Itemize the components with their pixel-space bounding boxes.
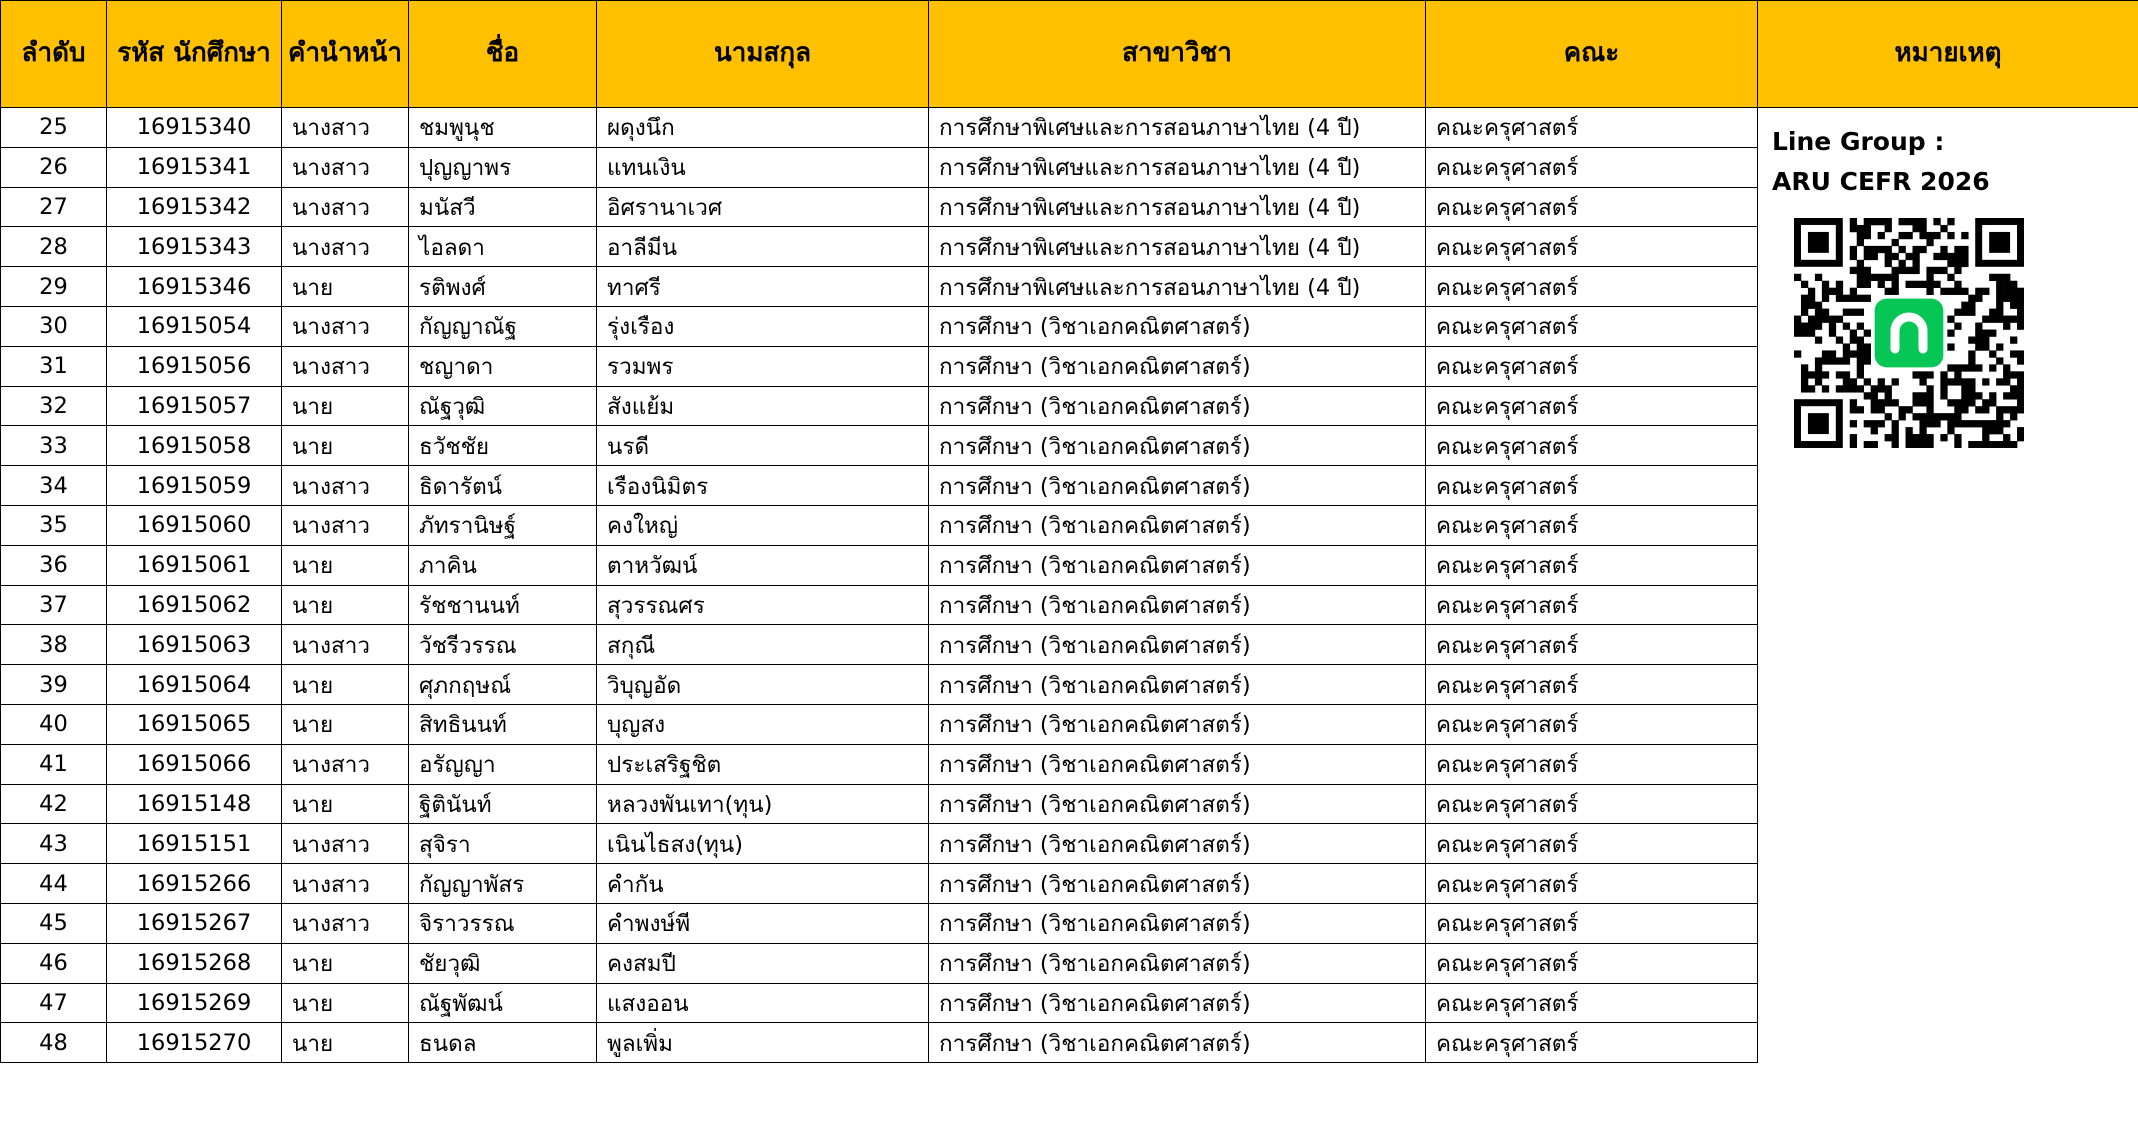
- cell-faculty[interactable]: คณะครุศาสตร์: [1426, 267, 1758, 307]
- header-major[interactable]: สาขาวิชา: [929, 1, 1426, 108]
- cell-major[interactable]: การศึกษา (วิชาเอกคณิตศาสตร์): [929, 864, 1426, 904]
- remark-cell: [1758, 108, 2138, 1063]
- cell-last-name[interactable]: บุญสง: [597, 704, 929, 744]
- header-no[interactable]: ลำดับ: [1, 1, 107, 108]
- cell-faculty[interactable]: คณะครุศาสตร์: [1426, 386, 1758, 426]
- cell-faculty[interactable]: คณะครุศาสตร์: [1426, 505, 1758, 545]
- remark-line-group-label: Line Group :: [1772, 127, 1945, 156]
- cell-last-name[interactable]: สังแย้ม: [597, 386, 929, 426]
- cell-student-id[interactable]: 16915346: [107, 267, 282, 307]
- cell-major[interactable]: การศึกษาพิเศษและการสอนภาษาไทย (4 ปี): [929, 227, 1426, 267]
- cell-student-id[interactable]: 16915268: [107, 943, 282, 983]
- cell-faculty[interactable]: คณะครุศาสตร์: [1426, 108, 1758, 148]
- cell-first-name[interactable]: ชัยวุฒิ: [409, 943, 597, 983]
- cell-major[interactable]: การศึกษา (วิชาเอกคณิตศาสตร์): [929, 585, 1426, 625]
- cell-last-name[interactable]: ทาศรี: [597, 267, 929, 307]
- cell-no[interactable]: 28: [1, 227, 107, 267]
- cell-title[interactable]: นางสาว: [282, 108, 409, 148]
- cell-title[interactable]: นางสาว: [282, 625, 409, 665]
- cell-first-name[interactable]: รติพงศ์: [409, 267, 597, 307]
- line-logo-icon: [1875, 299, 1944, 368]
- cell-major[interactable]: การศึกษา (วิชาเอกคณิตศาสตร์): [929, 903, 1426, 943]
- cell-student-id[interactable]: 16915266: [107, 864, 282, 904]
- cell-major[interactable]: การศึกษา (วิชาเอกคณิตศาสตร์): [929, 545, 1426, 585]
- cell-first-name[interactable]: สุจิรา: [409, 824, 597, 864]
- cell-major[interactable]: การศึกษา (วิชาเอกคณิตศาสตร์): [929, 744, 1426, 784]
- cell-faculty[interactable]: คณะครุศาสตร์: [1426, 784, 1758, 824]
- cell-title[interactable]: นาย: [282, 784, 409, 824]
- cell-last-name[interactable]: อิศรานาเวศ: [597, 187, 929, 227]
- cell-faculty[interactable]: คณะครุศาสตร์: [1426, 824, 1758, 864]
- cell-first-name[interactable]: ไอลดา: [409, 227, 597, 267]
- cell-no[interactable]: 47: [1, 983, 107, 1023]
- cell-first-name[interactable]: ภัทรานิษฐ์: [409, 505, 597, 545]
- header-title[interactable]: คำนำหน้า: [282, 1, 409, 108]
- cell-first-name[interactable]: ชญาดา: [409, 346, 597, 386]
- cell-no[interactable]: 45: [1, 903, 107, 943]
- cell-last-name[interactable]: อาลีมีน: [597, 227, 929, 267]
- cell-student-id[interactable]: 16915269: [107, 983, 282, 1023]
- cell-no[interactable]: 39: [1, 665, 107, 705]
- cell-title[interactable]: นางสาว: [282, 864, 409, 904]
- line-qr-code-icon[interactable]: [1794, 218, 2044, 468]
- cell-title[interactable]: นาย: [282, 267, 409, 307]
- cell-no[interactable]: 27: [1, 187, 107, 227]
- cell-first-name[interactable]: ธนดล: [409, 1023, 597, 1063]
- cell-student-id[interactable]: 16915267: [107, 903, 282, 943]
- cell-last-name[interactable]: เรืองนิมิตร: [597, 466, 929, 506]
- cell-title[interactable]: นาย: [282, 426, 409, 466]
- cell-faculty[interactable]: คณะครุศาสตร์: [1426, 983, 1758, 1023]
- cell-no[interactable]: 34: [1, 466, 107, 506]
- cell-faculty[interactable]: คณะครุศาสตร์: [1426, 903, 1758, 943]
- cell-first-name[interactable]: จิราวรรณ: [409, 903, 597, 943]
- cell-first-name[interactable]: ธิดารัตน์: [409, 466, 597, 506]
- cell-major[interactable]: การศึกษา (วิชาเอกคณิตศาสตร์): [929, 505, 1426, 545]
- remark-group-name: ARU CEFR 2026: [1772, 167, 1990, 196]
- cell-first-name[interactable]: ภาคิน: [409, 545, 597, 585]
- cell-last-name[interactable]: สกุณี: [597, 625, 929, 665]
- cell-title[interactable]: นางสาว: [282, 187, 409, 227]
- cell-student-id[interactable]: 16915054: [107, 306, 282, 346]
- cell-major[interactable]: การศึกษา (วิชาเอกคณิตศาสตร์): [929, 704, 1426, 744]
- cell-title[interactable]: นางสาว: [282, 744, 409, 784]
- cell-last-name[interactable]: นรดี: [597, 426, 929, 466]
- cell-major[interactable]: การศึกษาพิเศษและการสอนภาษาไทย (4 ปี): [929, 187, 1426, 227]
- cell-faculty[interactable]: คณะครุศาสตร์: [1426, 665, 1758, 705]
- cell-faculty[interactable]: คณะครุศาสตร์: [1426, 585, 1758, 625]
- cell-faculty[interactable]: คณะครุศาสตร์: [1426, 1023, 1758, 1063]
- cell-no[interactable]: 42: [1, 784, 107, 824]
- cell-last-name[interactable]: แสงออน: [597, 983, 929, 1023]
- header-first-name[interactable]: ชื่อ: [409, 1, 597, 108]
- cell-faculty[interactable]: คณะครุศาสตร์: [1426, 187, 1758, 227]
- cell-no[interactable]: 41: [1, 744, 107, 784]
- cell-first-name[interactable]: ธวัชชัย: [409, 426, 597, 466]
- cell-title[interactable]: นางสาว: [282, 306, 409, 346]
- cell-no[interactable]: 38: [1, 625, 107, 665]
- cell-student-id[interactable]: 16915270: [107, 1023, 282, 1063]
- cell-last-name[interactable]: หลวงพันเทา(ทุน): [597, 784, 929, 824]
- cell-student-id[interactable]: 16915151: [107, 824, 282, 864]
- cell-last-name[interactable]: คำกัน: [597, 864, 929, 904]
- cell-first-name[interactable]: รัชชานนท์: [409, 585, 597, 625]
- cell-first-name[interactable]: ณัฐพัฒน์: [409, 983, 597, 1023]
- cell-student-id[interactable]: 16915056: [107, 346, 282, 386]
- cell-student-id[interactable]: 16915065: [107, 704, 282, 744]
- cell-major[interactable]: การศึกษา (วิชาเอกคณิตศาสตร์): [929, 346, 1426, 386]
- cell-last-name[interactable]: คงใหญ่: [597, 505, 929, 545]
- cell-no[interactable]: 26: [1, 147, 107, 187]
- cell-title[interactable]: นางสาว: [282, 824, 409, 864]
- cell-major[interactable]: การศึกษาพิเศษและการสอนภาษาไทย (4 ปี): [929, 267, 1426, 307]
- cell-faculty[interactable]: คณะครุศาสตร์: [1426, 346, 1758, 386]
- cell-major[interactable]: การศึกษา (วิชาเอกคณิตศาสตร์): [929, 665, 1426, 705]
- cell-first-name[interactable]: อรัญญา: [409, 744, 597, 784]
- cell-last-name[interactable]: ประเสริฐชิต: [597, 744, 929, 784]
- cell-first-name[interactable]: ฐิตินันท์: [409, 784, 597, 824]
- cell-major[interactable]: การศึกษา (วิชาเอกคณิตศาสตร์): [929, 943, 1426, 983]
- cell-student-id[interactable]: 16915148: [107, 784, 282, 824]
- cell-last-name[interactable]: ตาหวัฒน์: [597, 545, 929, 585]
- cell-title[interactable]: นาย: [282, 1023, 409, 1063]
- header-remark[interactable]: หมายเหตุ: [1758, 1, 2138, 108]
- cell-student-id[interactable]: 16915064: [107, 665, 282, 705]
- cell-major[interactable]: การศึกษา (วิชาเอกคณิตศาสตร์): [929, 1023, 1426, 1063]
- cell-title[interactable]: นางสาว: [282, 505, 409, 545]
- cell-faculty[interactable]: คณะครุศาสตร์: [1426, 704, 1758, 744]
- cell-student-id[interactable]: 16915341: [107, 147, 282, 187]
- cell-no[interactable]: 46: [1, 943, 107, 983]
- cell-faculty[interactable]: คณะครุศาสตร์: [1426, 227, 1758, 267]
- cell-major[interactable]: การศึกษาพิเศษและการสอนภาษาไทย (4 ปี): [929, 108, 1426, 148]
- cell-last-name[interactable]: คงสมปี: [597, 943, 929, 983]
- cell-first-name[interactable]: กัญญาพัสร: [409, 864, 597, 904]
- cell-major[interactable]: การศึกษา (วิชาเอกคณิตศาสตร์): [929, 306, 1426, 346]
- cell-student-id[interactable]: 16915340: [107, 108, 282, 148]
- cell-major[interactable]: การศึกษา (วิชาเอกคณิตศาสตร์): [929, 466, 1426, 506]
- header-last-name[interactable]: นามสกุล: [597, 1, 929, 108]
- cell-faculty[interactable]: คณะครุศาสตร์: [1426, 426, 1758, 466]
- cell-first-name[interactable]: ปุญญาพร: [409, 147, 597, 187]
- cell-faculty[interactable]: คณะครุศาสตร์: [1426, 147, 1758, 187]
- cell-title[interactable]: นางสาว: [282, 346, 409, 386]
- cell-last-name[interactable]: คำพงษ์พี: [597, 903, 929, 943]
- cell-no[interactable]: 35: [1, 505, 107, 545]
- cell-no[interactable]: 32: [1, 386, 107, 426]
- cell-student-id[interactable]: 16915058: [107, 426, 282, 466]
- cell-no[interactable]: 36: [1, 545, 107, 585]
- cell-last-name[interactable]: เนินไธสง(ทุน): [597, 824, 929, 864]
- cell-first-name[interactable]: ชมพูนุช: [409, 108, 597, 148]
- cell-first-name[interactable]: มนัสวี: [409, 187, 597, 227]
- header-student-id[interactable]: รหัส นักศึกษา: [107, 1, 282, 108]
- cell-no[interactable]: 48: [1, 1023, 107, 1063]
- cell-title[interactable]: นาย: [282, 665, 409, 705]
- cell-faculty[interactable]: คณะครุศาสตร์: [1426, 744, 1758, 784]
- cell-title[interactable]: นาย: [282, 704, 409, 744]
- cell-student-id[interactable]: 16915343: [107, 227, 282, 267]
- cell-last-name[interactable]: รวมพร: [597, 346, 929, 386]
- cell-title[interactable]: นาย: [282, 545, 409, 585]
- cell-no[interactable]: 29: [1, 267, 107, 307]
- cell-first-name[interactable]: วัชรีวรรณ: [409, 625, 597, 665]
- cell-title[interactable]: นางสาว: [282, 227, 409, 267]
- cell-title[interactable]: นางสาว: [282, 903, 409, 943]
- cell-faculty[interactable]: คณะครุศาสตร์: [1426, 943, 1758, 983]
- cell-no[interactable]: 44: [1, 864, 107, 904]
- cell-student-id[interactable]: 16915060: [107, 505, 282, 545]
- cell-student-id[interactable]: 16915061: [107, 545, 282, 585]
- cell-major[interactable]: การศึกษา (วิชาเอกคณิตศาสตร์): [929, 625, 1426, 665]
- cell-major[interactable]: การศึกษา (วิชาเอกคณิตศาสตร์): [929, 983, 1426, 1023]
- cell-last-name[interactable]: ผดุงนึก: [597, 108, 929, 148]
- cell-no[interactable]: 31: [1, 346, 107, 386]
- cell-no[interactable]: 37: [1, 585, 107, 625]
- cell-title[interactable]: นางสาว: [282, 466, 409, 506]
- cell-first-name[interactable]: ณัฐวุฒิ: [409, 386, 597, 426]
- cell-major[interactable]: การศึกษา (วิชาเอกคณิตศาสตร์): [929, 426, 1426, 466]
- cell-faculty[interactable]: คณะครุศาสตร์: [1426, 625, 1758, 665]
- header-row: [1, 1, 2138, 108]
- cell-last-name[interactable]: แทนเงิน: [597, 147, 929, 187]
- cell-faculty[interactable]: คณะครุศาสตร์: [1426, 306, 1758, 346]
- cell-first-name[interactable]: ศุภกฤษณ์: [409, 665, 597, 705]
- cell-student-id[interactable]: 16915059: [107, 466, 282, 506]
- cell-last-name[interactable]: วิบุญอัด: [597, 665, 929, 705]
- cell-student-id[interactable]: 16915066: [107, 744, 282, 784]
- cell-major[interactable]: การศึกษา (วิชาเอกคณิตศาสตร์): [929, 824, 1426, 864]
- header-faculty[interactable]: คณะ: [1426, 1, 1758, 108]
- roster-body: [1, 108, 2138, 1063]
- cell-no[interactable]: 33: [1, 426, 107, 466]
- cell-student-id[interactable]: 16915062: [107, 585, 282, 625]
- cell-title[interactable]: นาย: [282, 585, 409, 625]
- cell-first-name[interactable]: กัญญาณัฐ: [409, 306, 597, 346]
- cell-title[interactable]: นาย: [282, 943, 409, 983]
- cell-title[interactable]: นางสาว: [282, 147, 409, 187]
- cell-last-name[interactable]: พูลเพิ่ม: [597, 1023, 929, 1063]
- cell-student-id[interactable]: 16915342: [107, 187, 282, 227]
- cell-no[interactable]: 40: [1, 704, 107, 744]
- cell-faculty[interactable]: คณะครุศาสตร์: [1426, 864, 1758, 904]
- cell-no[interactable]: 25: [1, 108, 107, 148]
- cell-last-name[interactable]: สุวรรณศร: [597, 585, 929, 625]
- cell-faculty[interactable]: คณะครุศาสตร์: [1426, 545, 1758, 585]
- cell-first-name[interactable]: สิทธินนท์: [409, 704, 597, 744]
- cell-major[interactable]: การศึกษา (วิชาเอกคณิตศาสตร์): [929, 386, 1426, 426]
- table-row: [1, 108, 2138, 148]
- cell-no[interactable]: 30: [1, 306, 107, 346]
- cell-major[interactable]: การศึกษา (วิชาเอกคณิตศาสตร์): [929, 784, 1426, 824]
- cell-no[interactable]: 43: [1, 824, 107, 864]
- cell-title[interactable]: นาย: [282, 386, 409, 426]
- cell-title[interactable]: นาย: [282, 983, 409, 1023]
- cell-faculty[interactable]: คณะครุศาสตร์: [1426, 466, 1758, 506]
- cell-last-name[interactable]: รุ่งเรือง: [597, 306, 929, 346]
- cell-student-id[interactable]: 16915057: [107, 386, 282, 426]
- cell-student-id[interactable]: 16915063: [107, 625, 282, 665]
- cell-major[interactable]: การศึกษาพิเศษและการสอนภาษาไทย (4 ปี): [929, 147, 1426, 187]
